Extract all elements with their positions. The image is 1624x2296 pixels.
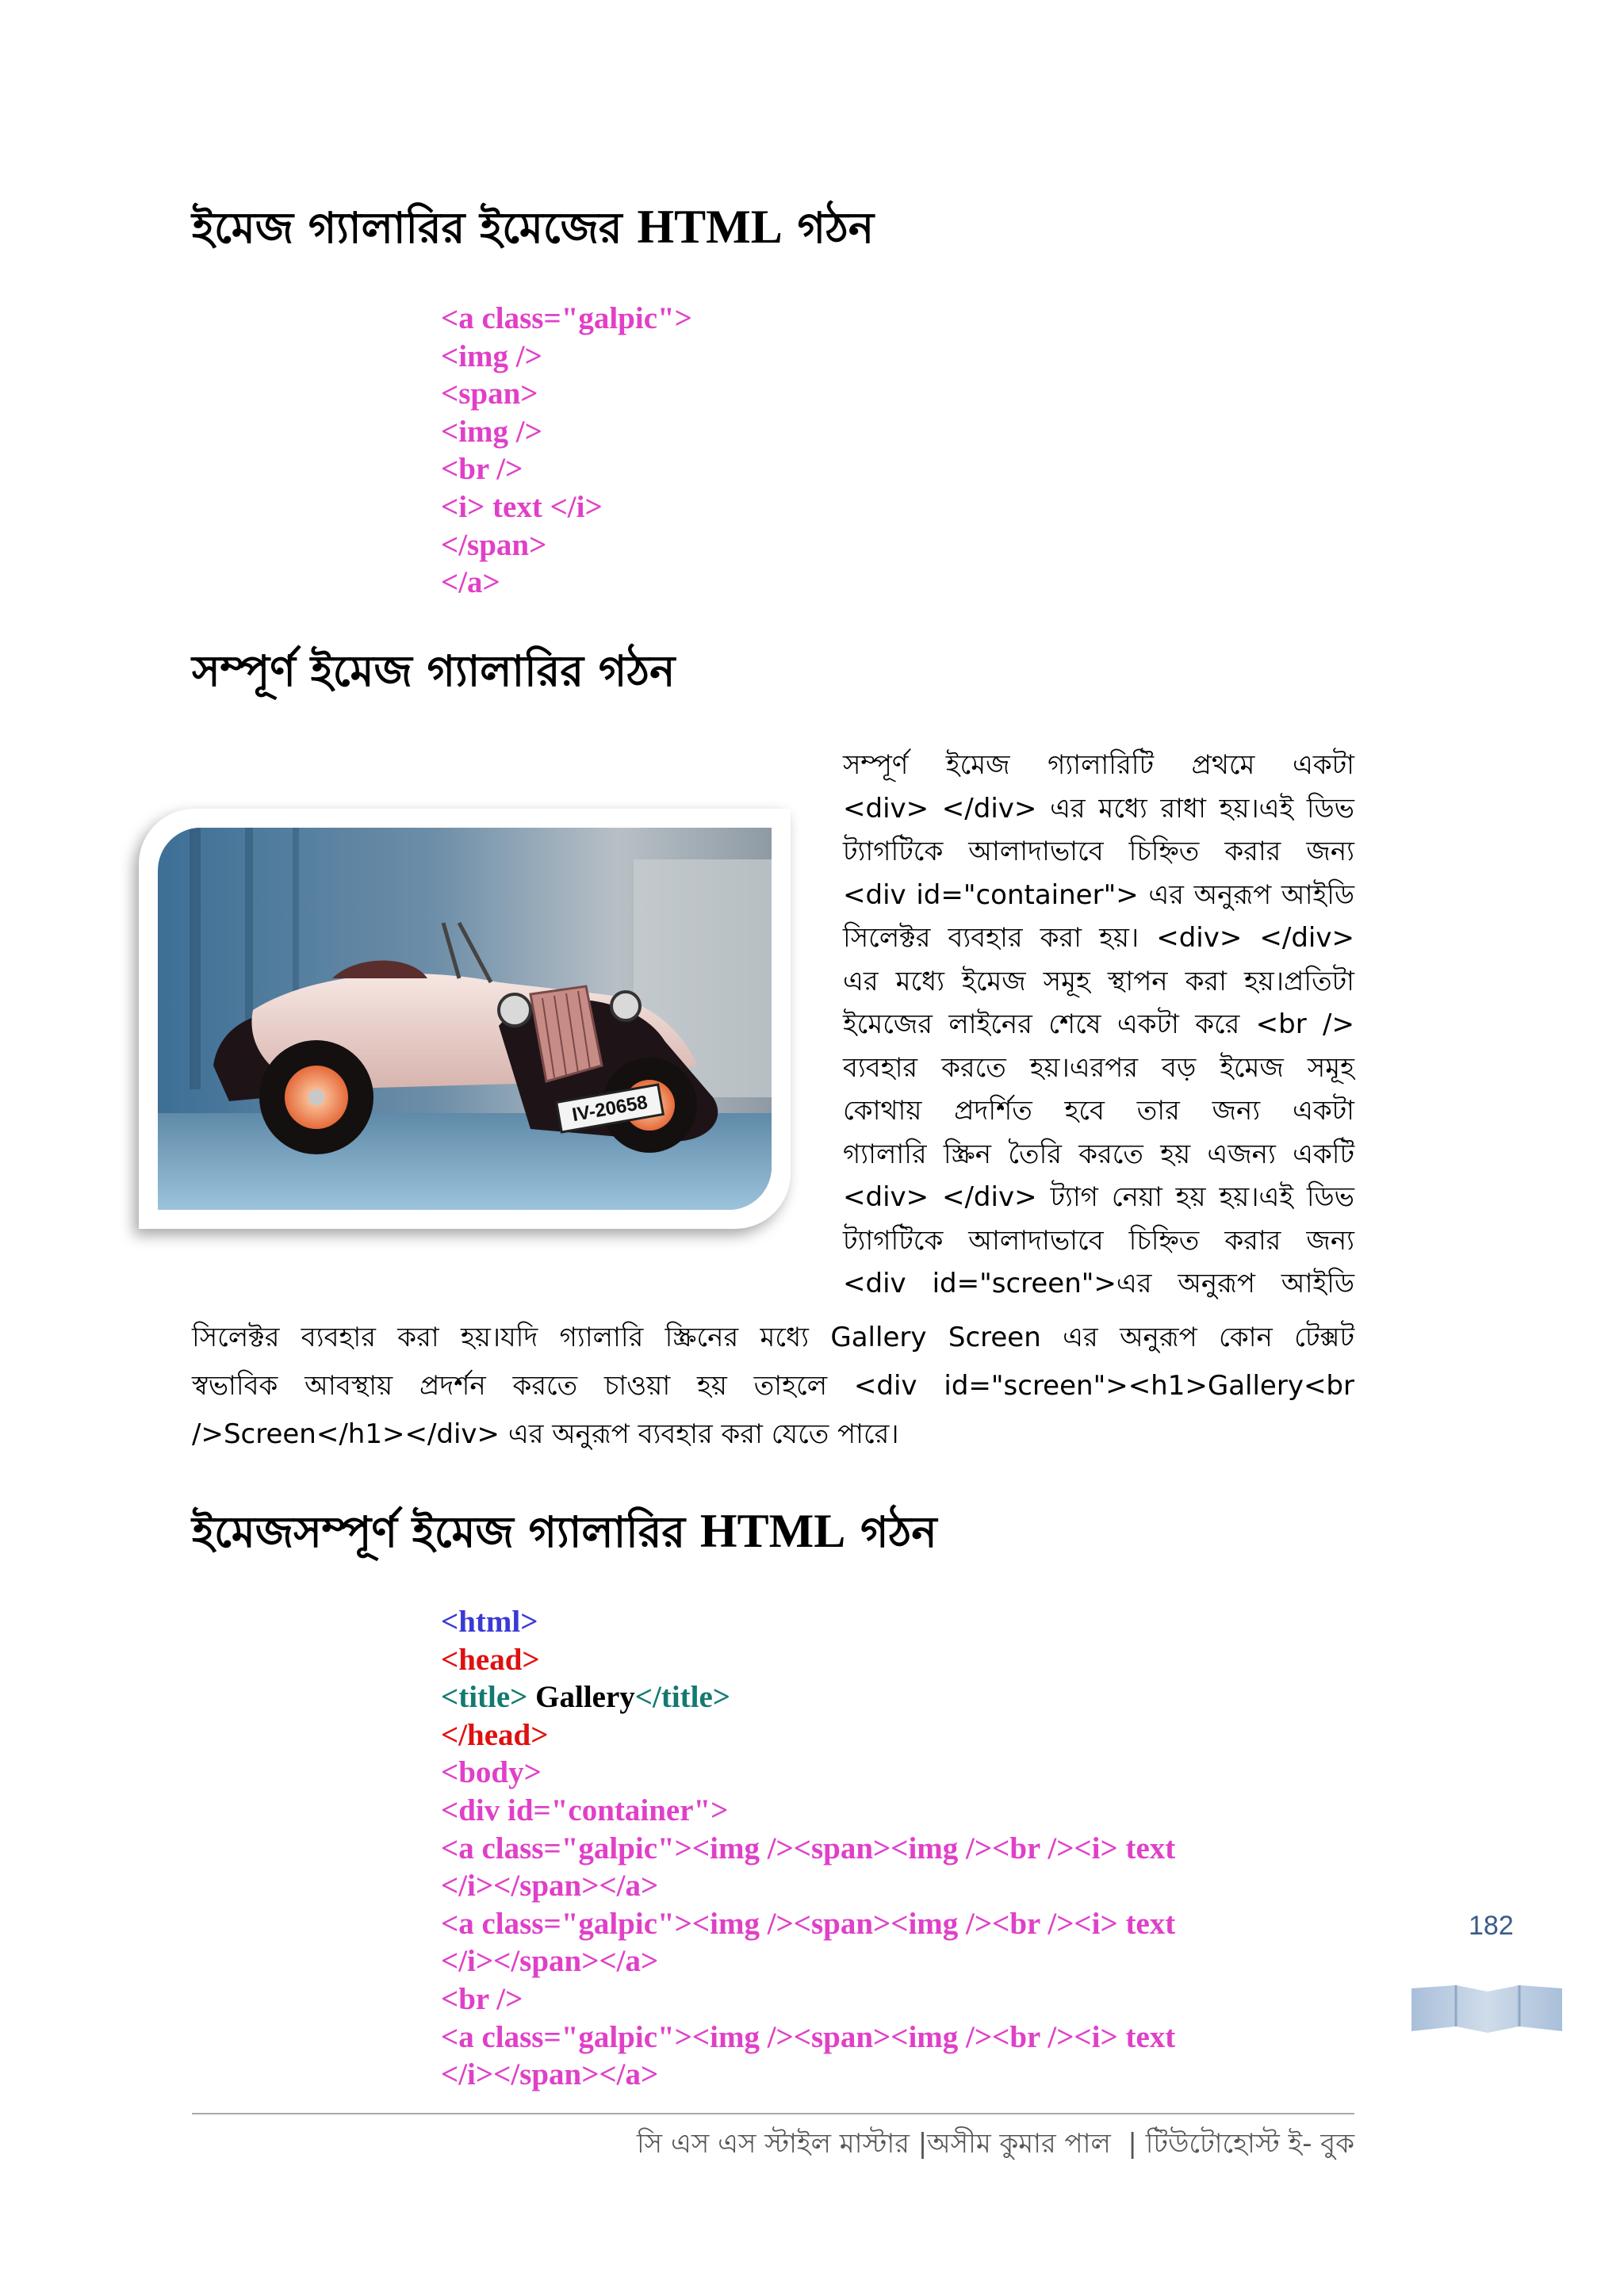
code-line: </i></span></a> [441, 1944, 659, 1979]
heading-text-end: গঠন [782, 203, 875, 253]
page-number: 182 [1469, 1911, 1514, 1941]
code-line: <i> text </i> [441, 489, 603, 524]
code-text: Gallery [527, 1680, 635, 1715]
code-line: <html> [441, 1605, 538, 1639]
footer-divider [192, 2113, 1354, 2114]
code-line: <img /> [441, 339, 542, 373]
paragraph-line: গ্যালারি স্ক্রিন তৈরি করতে হয় এজন্য একটি [843, 1138, 1354, 1170]
license-plate-text: IV-20658 [570, 1091, 649, 1127]
code-line: </a> [441, 565, 500, 600]
paragraph-line: সিলেক্টর ব্যবহার করা হয়। <div> </div> [843, 922, 1354, 954]
code-line: <a class="galpic"><img /><span><img /><br /><i> text [441, 1906, 1176, 1941]
code-line-title [441, 1678, 1175, 1716]
code-block-image-structure [441, 300, 692, 602]
paragraph-line: সিলেক্টর ব্যবহার করা হয়।যদি গ্যালারি স্ক্রিনের মধ্যে Gallery Screen এর অনুরূপ কোন টেক্সট [192, 1322, 1354, 1353]
heading-complete-gallery-html [192, 1502, 937, 1559]
heading-latin: HTML [699, 1505, 846, 1557]
code-line: <a class="galpic"><img /><span><img /><br /><i> text [441, 1831, 1176, 1866]
code-tag: <title> [441, 1680, 528, 1715]
paragraph-line: স্বভাবিক আবস্থায় প্রদর্শন করতে চাওয়া হয় তাহলে <div id="screen"><h1>Gallery<br [192, 1370, 1354, 1402]
code-line: </head> [441, 1717, 549, 1752]
paragraph-line: কোথায় প্রদর্শিত হবে তার জন্য একটা [843, 1095, 1354, 1127]
code-line: </span> [441, 527, 547, 562]
code-line: <img /> [441, 414, 542, 449]
code-line: </i></span></a> [441, 1869, 659, 1904]
code-line: <a class="galpic"> [441, 301, 692, 335]
code-tag: </title> [634, 1680, 731, 1715]
code-block-full-html [441, 1603, 1175, 2094]
paragraph-line: ট্যাগটিকে আলাদাভাবে চিহ্নিত করার জন্য [843, 1224, 1354, 1257]
car-photo-frame [139, 809, 791, 1229]
code-line: <br /> [441, 452, 523, 487]
paragraph-line: এর মধ্যে ইমেজ সমূহ স্থাপন করা হয়।প্রতিটা [843, 965, 1354, 997]
heading-latin: HTML [637, 201, 783, 253]
paragraph-line: />Screen</h1></div> এর অনুরূপ ব্যবহার করা যেতে পারে। [192, 1418, 899, 1450]
code-line: <div id="container"> [441, 1793, 729, 1827]
code-line: <br /> [441, 1981, 523, 2016]
paragraph-line: সম্পূর্ণ ইমেজ গ্যালারিটি প্রথমে একটা [843, 749, 1354, 781]
paragraph-line: <div id="container"> এর অনুরূপ আইডি [843, 878, 1354, 911]
heading-image-gallery-html [192, 198, 874, 255]
heading-text: ইমেজসম্পূর্ণ ইমেজ গ্যালারির [192, 1507, 700, 1557]
code-line: </i></span></a> [441, 2057, 659, 2092]
heading-text: ইমেজ গ্যালারির ইমেজের [192, 203, 638, 253]
heading-text-end: গঠন [845, 1507, 937, 1557]
paragraph-line: ব্যবহার করতে হয়।এরপর বড় ইমেজ সমূহ [843, 1051, 1354, 1084]
car-photo [158, 828, 772, 1210]
paragraph-line: <div id="screen">এর অনুরূপ আইডি [843, 1268, 1354, 1299]
paragraph-line: ইমেজের লাইনের শেষে একটা করে <br /> [843, 1008, 1354, 1040]
code-line: <body> [441, 1755, 542, 1790]
code-line: <a class="galpic"><img /><span><img /><br /><i> text [441, 2019, 1176, 2054]
paragraph-line: <div> </div> এর মধ্যে রাধা হয়।এই ডিভ [843, 792, 1354, 825]
paragraph-line: <div> </div> ট্যাগ নেয়া হয় হয়।এই ডিভ [843, 1181, 1354, 1213]
footer-text: সি এস এস স্টাইল মাস্টার |অসীম কুমার পাল | টিউটোহোস্ট ই- বুক [636, 2128, 1354, 2160]
code-line: <span> [441, 377, 538, 411]
heading-complete-gallery: সম্পূর্ণ ইমেজ গ্যালারির গঠন [192, 646, 676, 696]
paragraph-line: ট্যাগটিকে আলাদাভাবে চিহ্নিত করার জন্য [843, 836, 1354, 867]
page-ribbon-icon [1408, 1980, 1565, 2038]
code-line: <head> [441, 1642, 540, 1677]
